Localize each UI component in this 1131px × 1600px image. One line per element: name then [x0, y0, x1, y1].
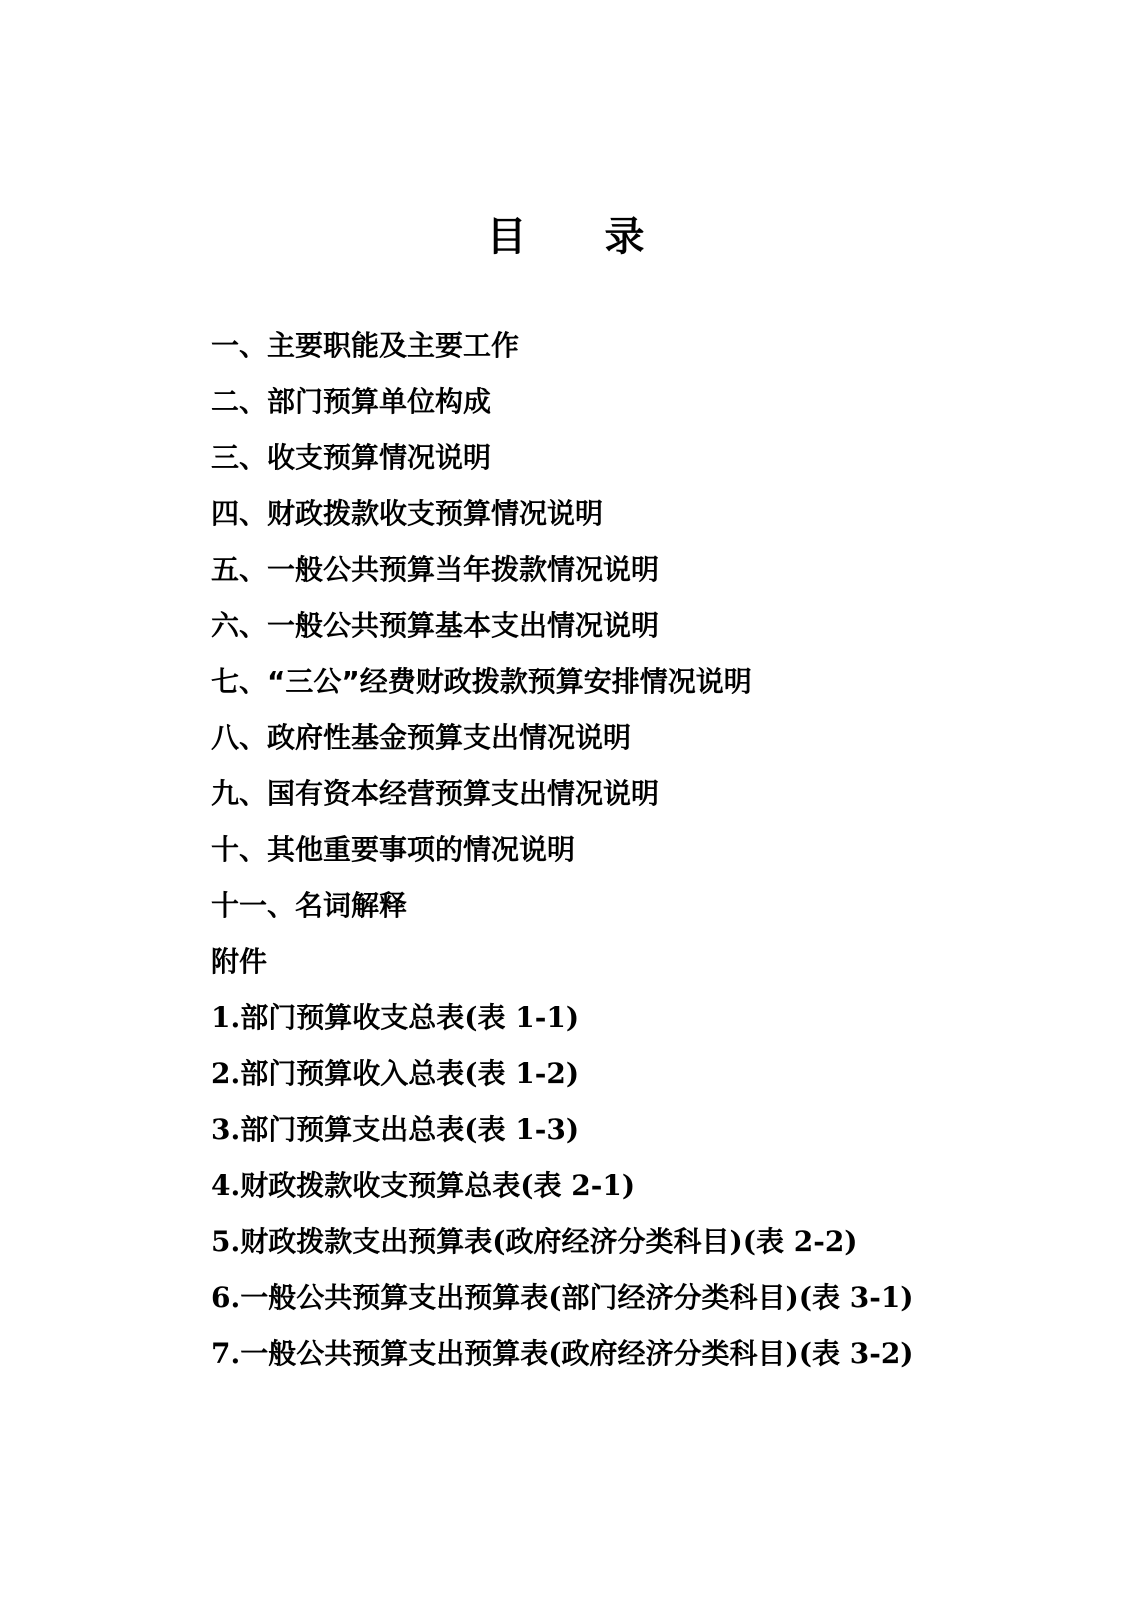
toc-item-8: 八、政府性基金预算支出情况说明: [211, 721, 632, 754]
toc-item-4: 四、财政拨款收支预算情况说明: [211, 497, 604, 530]
annex-item-3: 3.部门预算支出总表(表 1-3): [211, 1113, 580, 1146]
annex-item-2: 2.部门预算收入总表(表 1-2): [211, 1057, 580, 1090]
toc-item-7: 七、“三公”经费财政拨款预算安排情况说明: [211, 665, 752, 698]
toc-item-2: 二、部门预算单位构成: [211, 385, 492, 418]
page-title: [0, 205, 1131, 262]
annex-item-7: 7.一般公共预算支出预算表(政府经济分类科目)(表 3-2): [211, 1337, 914, 1370]
annex-item-6: 6.一般公共预算支出预算表(部门经济分类科目)(表 3-1): [211, 1281, 914, 1314]
toc-item-10: 十、其他重要事项的情况说明: [211, 833, 576, 866]
toc-item-6: 六、一般公共预算基本支出情况说明: [211, 609, 660, 642]
annex-item-1: 1.部门预算收支总表(表 1-1): [211, 1001, 580, 1034]
toc-item-1: 一、主要职能及主要工作: [211, 329, 520, 362]
annex-heading: 附件: [211, 945, 268, 978]
table-of-contents: [211, 322, 1071, 1386]
toc-item-11: 十一、名词解释: [211, 889, 408, 922]
toc-item-5: 五、一般公共预算当年拨款情况说明: [211, 553, 660, 586]
title-char-1: 目: [486, 214, 527, 260]
annex-item-5: 5.财政拨款支出预算表(政府经济分类科目)(表 2-2): [211, 1225, 858, 1258]
toc-item-3: 三、收支预算情况说明: [211, 441, 492, 474]
annex-item-4: 4.财政拨款收支预算总表(表 2-1): [211, 1169, 636, 1202]
toc-item-9: 九、国有资本经营预算支出情况说明: [211, 777, 660, 810]
title-char-2: 录: [604, 214, 645, 260]
